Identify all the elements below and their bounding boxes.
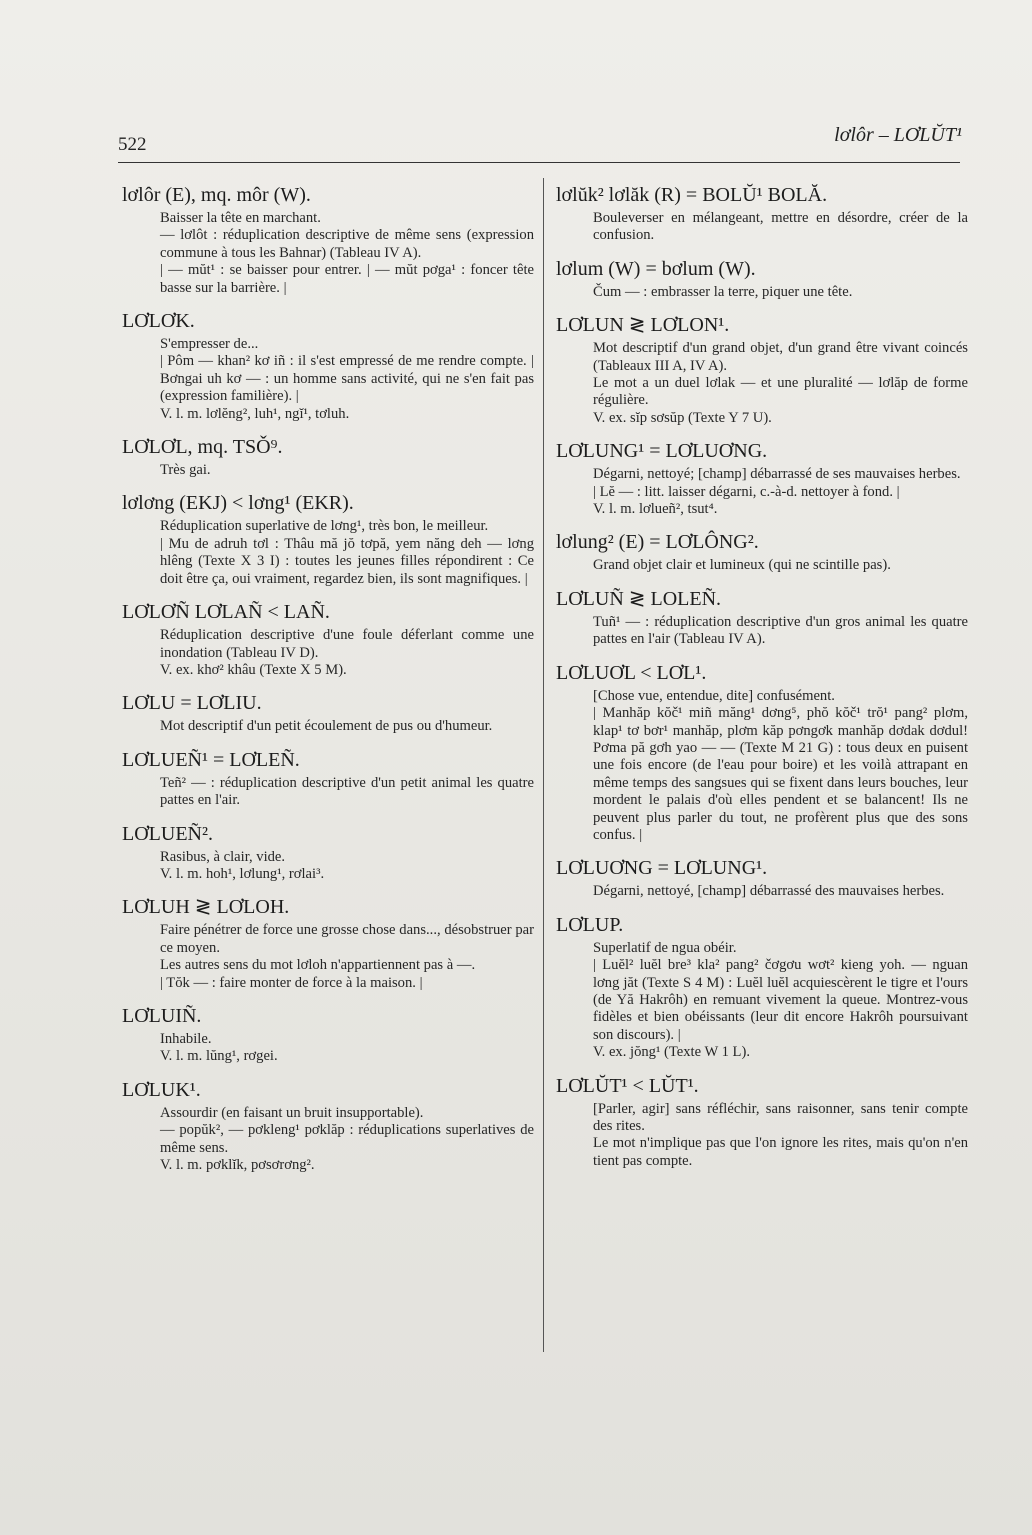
entry-headword: LƠLUÑ ≷ LOLEÑ. [556, 587, 722, 610]
definition-line: Mot descriptif d'un grand objet, d'un grand être vivant coincés (Tableaux III A, IV A). [593, 340, 968, 374]
entry-headword: lơlŭk² lơlăk (R) = BOLŬ¹ BOLĂ. [556, 184, 828, 206]
dictionary-entry [556, 183, 968, 245]
definition-line: | Pôm — khan² kơ iñ : il s'est empressé de me rendre compte. | Bơngai uh kơ — : un homme sans activité, qui ne s'en fait pas (expression familière). | [160, 353, 534, 405]
page-number: 522 [118, 134, 147, 155]
entry-definition [593, 1101, 968, 1171]
definition-line: Superlatif de ngua obéir. [593, 939, 737, 956]
definition-line: Les autres sens du mot lơloh n'appartiennent pas à —. [160, 957, 476, 974]
definition-line: S'empresser de... [160, 336, 259, 353]
definition-line: [Parler, agir] sans réfléchir, sans raisonner, sans tenir compte des rites. [593, 1100, 968, 1134]
definition-line: | Luĕl² luĕl bre³ kla² pang² čơgơu wơt² kieng yoh. — nguan lơng jăt (Texte S 4 M) : Luĕl luĕl acquiescèrent le tigre et l'ours (de Yă Hakrôh) en remuant vivement la queue. Montrez-vous fidèles et bien obéissants (leur dit encore Hakrôh poursuivant son discours). | [593, 957, 968, 1043]
dictionary-entry [556, 587, 968, 649]
entry-headword: LƠLUK¹. [122, 1078, 201, 1101]
entry-headword: lơlung² (E) = LƠLÔNG². [556, 531, 759, 554]
definition-line: Le mot a un duel lơlak — et une pluralité — lơlăp de forme régulière. [593, 375, 968, 409]
entry-headword: LƠLUƠNG = LƠLUNG¹. [556, 857, 768, 880]
entry-definition [593, 614, 968, 649]
dictionary-entry [122, 183, 534, 297]
entry-definition [593, 940, 968, 1062]
definition-line: Réduplication descriptive d'une foule déferlant comme une inondation (Tableau IV D). [160, 627, 534, 661]
entry-definition [160, 336, 534, 423]
entry-headword: lơlôr (E), mq. môr (W). [122, 184, 311, 206]
dictionary-entry [556, 257, 968, 301]
right-column [556, 183, 968, 1182]
entry-headword: LƠLUN ≷ LƠLON¹. [556, 314, 730, 337]
dictionary-entry [122, 491, 534, 588]
entry-definition [593, 557, 968, 574]
dictionary-entry [122, 895, 534, 992]
dictionary-entry [122, 691, 534, 735]
entry-definition [593, 210, 968, 245]
definition-line: Teñ² — : réduplication descriptive d'un petit animal les quatre pattes en l'air. [160, 774, 534, 809]
dictionary-entry [556, 661, 968, 845]
definition-line: V. ex. khơ² khâu (Texte X 5 M). [160, 661, 347, 678]
entry-definition [160, 718, 534, 735]
definition-line: Čum — : embrasser la terre, piquer une tête. [593, 283, 853, 300]
entry-headword: LƠLŬT¹ < LŬT¹. [556, 1074, 699, 1097]
definition-line: V. l. m. lŭng¹, rơgei. [160, 1048, 278, 1065]
dictionary-entry [556, 1074, 968, 1171]
dictionary-entry [122, 435, 534, 479]
definition-line: Dégarni, nettoyé; [champ] débarrassé de ses mauvaises herbes. [593, 466, 961, 483]
dictionary-entry [556, 856, 968, 900]
entry-headword: LƠLƠL, mq. TSǑ⁹. [122, 436, 283, 459]
entry-definition [160, 627, 534, 679]
entry-definition [160, 775, 534, 810]
entry-headword: lơlơng (EKJ) < lơng¹ (EKR). [122, 492, 354, 515]
entry-headword: LƠLUP. [556, 913, 624, 936]
entry-definition [593, 883, 968, 900]
entry-headword: LƠLƠK. [122, 310, 195, 333]
definition-line: Rasibus, à clair, vide. [160, 848, 286, 865]
dictionary-entry [556, 913, 968, 1062]
dictionary-entry [122, 822, 534, 884]
definition-line: V. l. m. hoh¹, lơlung¹, rơlai³. [160, 865, 325, 882]
entry-definition [593, 466, 968, 518]
dictionary-entry [122, 748, 534, 810]
definition-line: — popŭk², — pơkleng¹ pơklăp : réduplications superlatives de même sens. [160, 1122, 534, 1156]
entry-definition [160, 1031, 534, 1066]
entry-definition [160, 1105, 534, 1175]
definition-line: | Tŏk — : faire monter de force à la maison. | [160, 974, 423, 991]
definition-line: Tuñ¹ — : réduplication descriptive d'un gros animal les quatre pattes en l'air (Tableau IV A). [593, 613, 968, 648]
dictionary-entry [122, 1078, 534, 1175]
definition-line: V. l. m. pơklĭk, pơsơrơng². [160, 1157, 315, 1173]
entry-headword: LƠLUEÑ². [122, 822, 213, 845]
dictionary-entry [122, 1004, 534, 1066]
definition-line: V. ex. sĭp sơsŭp (Texte Y 7 U). [593, 409, 772, 426]
definition-line: Inhabile. [160, 1030, 212, 1047]
entry-definition [593, 340, 968, 427]
entry-definition [160, 922, 534, 992]
definition-line: | Lĕ — : litt. laisser dégarni, c.-à-d. nettoyer à fond. | [593, 483, 900, 500]
definition-line: | — mŭt¹ : se baisser pour entrer. | — mŭt pơga¹ : foncer tête basse sur la barrière. | [160, 262, 534, 296]
definition-line: Grand objet clair et lumineux (qui ne scintille pas). [593, 557, 891, 574]
definition-line: [Chose vue, entendue, dite] confusément. [593, 687, 835, 704]
definition-line: | Manhăp kŏč¹ miñ măng¹ dơng⁵, phŏ kŏč¹ trŏ¹ pang² plơm, klap¹ tơ bơr¹ manhăp, plơm kăp pơngơk manhăp dơdak dơdul! Pơma pă gơh yao — — (Texte M 21 G) : tous deux en puisent une fois encore (de l'eau pour boire) et les voilà attrapant en même temps des sangsues qui se fixent dans leurs bouches, leur mordent le palais d'où elles pendent et se balancent! Ils ne peuvent plus parler du tout, ne profèrent plus que des sons confus. | [593, 705, 968, 843]
dictionary-entry [122, 309, 534, 423]
dictionary-entry [556, 530, 968, 574]
definition-line: Réduplication superlative de lơng¹, très bon, le meilleur. [160, 518, 489, 535]
left-column [122, 183, 534, 1186]
column-divider [543, 178, 544, 1352]
entry-headword: LƠLUNG¹ = LƠLUƠNG. [556, 440, 768, 463]
entry-headword: LƠLUEÑ¹ = LƠLEÑ. [122, 748, 300, 771]
definition-line: | Mu de adruh tơl : Thâu mă jŏ tơpă, yem năng deh — lơng hlêng (Texte X 3 I) : toutes les jeunes filles répondirent : Ce doit être ça, oui vraiment, regardez bien, ils sont magnifiques. | [160, 535, 534, 587]
definition-line: Le mot n'implique pas que l'on ignore les rites, mais qu'on n'en tient pas compte. [593, 1135, 968, 1169]
entry-definition [160, 210, 534, 297]
entry-definition [160, 518, 534, 588]
entry-headword: lơlum (W) = bơlum (W). [556, 257, 756, 280]
dictionary-entry [122, 600, 534, 679]
definition-line: Baisser la tête en marchant. [160, 210, 321, 226]
entry-definition [160, 462, 534, 479]
definition-line: Dégarni, nettoyé, [champ] débarrassé des mauvaises herbes. [593, 883, 945, 900]
entry-headword: LƠLU = LƠLIU. [122, 692, 262, 715]
entry-definition [160, 849, 534, 884]
definition-line: Assourdir (en faisant un bruit insupportable). [160, 1104, 424, 1121]
definition-line: V. ex. jŏng¹ (Texte W 1 L). [593, 1044, 750, 1061]
running-title: lơlôr – LƠLŬT¹ [834, 124, 962, 146]
dictionary-entry [556, 439, 968, 518]
entry-headword: LƠLUIÑ. [122, 1004, 202, 1027]
definition-line: Très gai. [160, 462, 211, 479]
entry-definition [593, 284, 968, 301]
definition-line: Faire pénétrer de force une grosse chose dans..., désobstruer par ce moyen. [160, 922, 534, 956]
definition-line: V. l. m. lơlueñ², tsut⁴. [593, 501, 718, 518]
entry-definition [593, 688, 968, 845]
entry-headword: LƠLƠÑ LƠLAÑ < LAÑ. [122, 601, 330, 624]
definition-line: V. l. m. lơlĕng², luh¹, ngĭ¹, tơluh. [160, 405, 350, 422]
definition-line: Bouleverser en mélangeant, mettre en désordre, créer de la confusion. [593, 210, 968, 244]
definition-line: — lơlôt : réduplication descriptive de même sens (expression commune à tous les Bahnar) (Tableau IV A). [160, 227, 534, 261]
entry-headword: LƠLUH ≷ LƠLOH. [122, 896, 290, 919]
definition-line: Mot descriptif d'un petit écoulement de pus ou d'humeur. [160, 718, 493, 735]
dictionary-entry [556, 313, 968, 427]
header-rule [118, 162, 960, 163]
entry-headword: LƠLUƠL < LƠL¹. [556, 661, 707, 684]
